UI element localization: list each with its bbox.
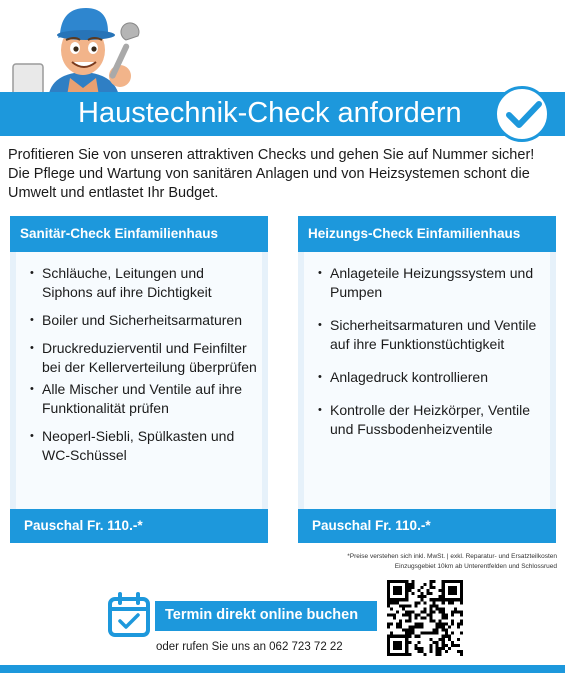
- card-body: [16, 252, 262, 509]
- intro-text: Profitieren Sie von unseren attraktiven Checks und gehen Sie auf Nummer sicher! Die Pflege und Wartung von sanitären Anlagen und von Heizsystemen schont die Umwelt und entlastet Ihr Budget.: [8, 147, 535, 201]
- page-title: Haustechnik-Check anfordern: [78, 97, 462, 129]
- list-item: • Kontrolle der Heizkörper, Ventile und Fussbodenheizventile: [320, 401, 546, 439]
- card-title: Heizungs-Check Einfamilienhaus: [298, 216, 556, 252]
- check-list: [16, 252, 262, 465]
- book-online-button[interactable]: Termin direkt online buchen: [155, 601, 377, 631]
- list-item: • Sicherheitsarmaturen und Ventile auf ihre Funktionstüchtigkeit: [320, 316, 546, 354]
- price-footnote: [347, 552, 557, 572]
- card-title: Sanitär-Check Einfamilienhaus: [10, 216, 268, 252]
- calendar-check-icon: [107, 592, 151, 638]
- list-item: • Anlagedruck kontrollieren: [320, 368, 546, 387]
- heizungs-check-card: [298, 216, 556, 543]
- card-body: [304, 252, 550, 509]
- qr-code-icon[interactable]: [387, 580, 463, 656]
- list-item: • Boiler und Sicherheitsarmaturen: [32, 311, 258, 330]
- check-list: [304, 252, 550, 439]
- footnote-line: Einzugsgebiet 10km ab Unterentfelden und Schlossrued: [394, 563, 557, 570]
- title-bar: [0, 92, 565, 136]
- price-label: Pauschal Fr. 110.-*: [10, 509, 268, 543]
- footnote-line: *Preise verstehen sich inkl. MwSt. | exkl. Reparatur- und Ersatzteilkosten: [347, 553, 557, 560]
- list-item: • Alle Mischer und Ventile auf ihre Funktionalität prüfen: [32, 380, 258, 418]
- price-label: Pauschal Fr. 110.-*: [298, 509, 556, 543]
- list-item: • Schläuche, Leitungen und Siphons auf ihre Dichtigkeit: [32, 264, 258, 302]
- list-item: • Druckreduzierventil und Feinfilter bei der Kellerverteilung überprüfen: [32, 339, 258, 377]
- plumber-mascot-icon: [8, 2, 158, 102]
- call-us-text: oder rufen Sie uns an 062 723 72 22: [156, 641, 343, 653]
- list-item: • Neoperl-Siebli, Spülkasten und WC-Schüssel: [32, 427, 258, 465]
- list-item: • Anlageteile Heizungssystem und Pumpen: [320, 264, 546, 302]
- bottom-accent-bar: [0, 665, 565, 673]
- sanitaer-check-card: [10, 216, 268, 543]
- checkmark-icon: [506, 100, 542, 130]
- checkmark-badge: [494, 86, 550, 142]
